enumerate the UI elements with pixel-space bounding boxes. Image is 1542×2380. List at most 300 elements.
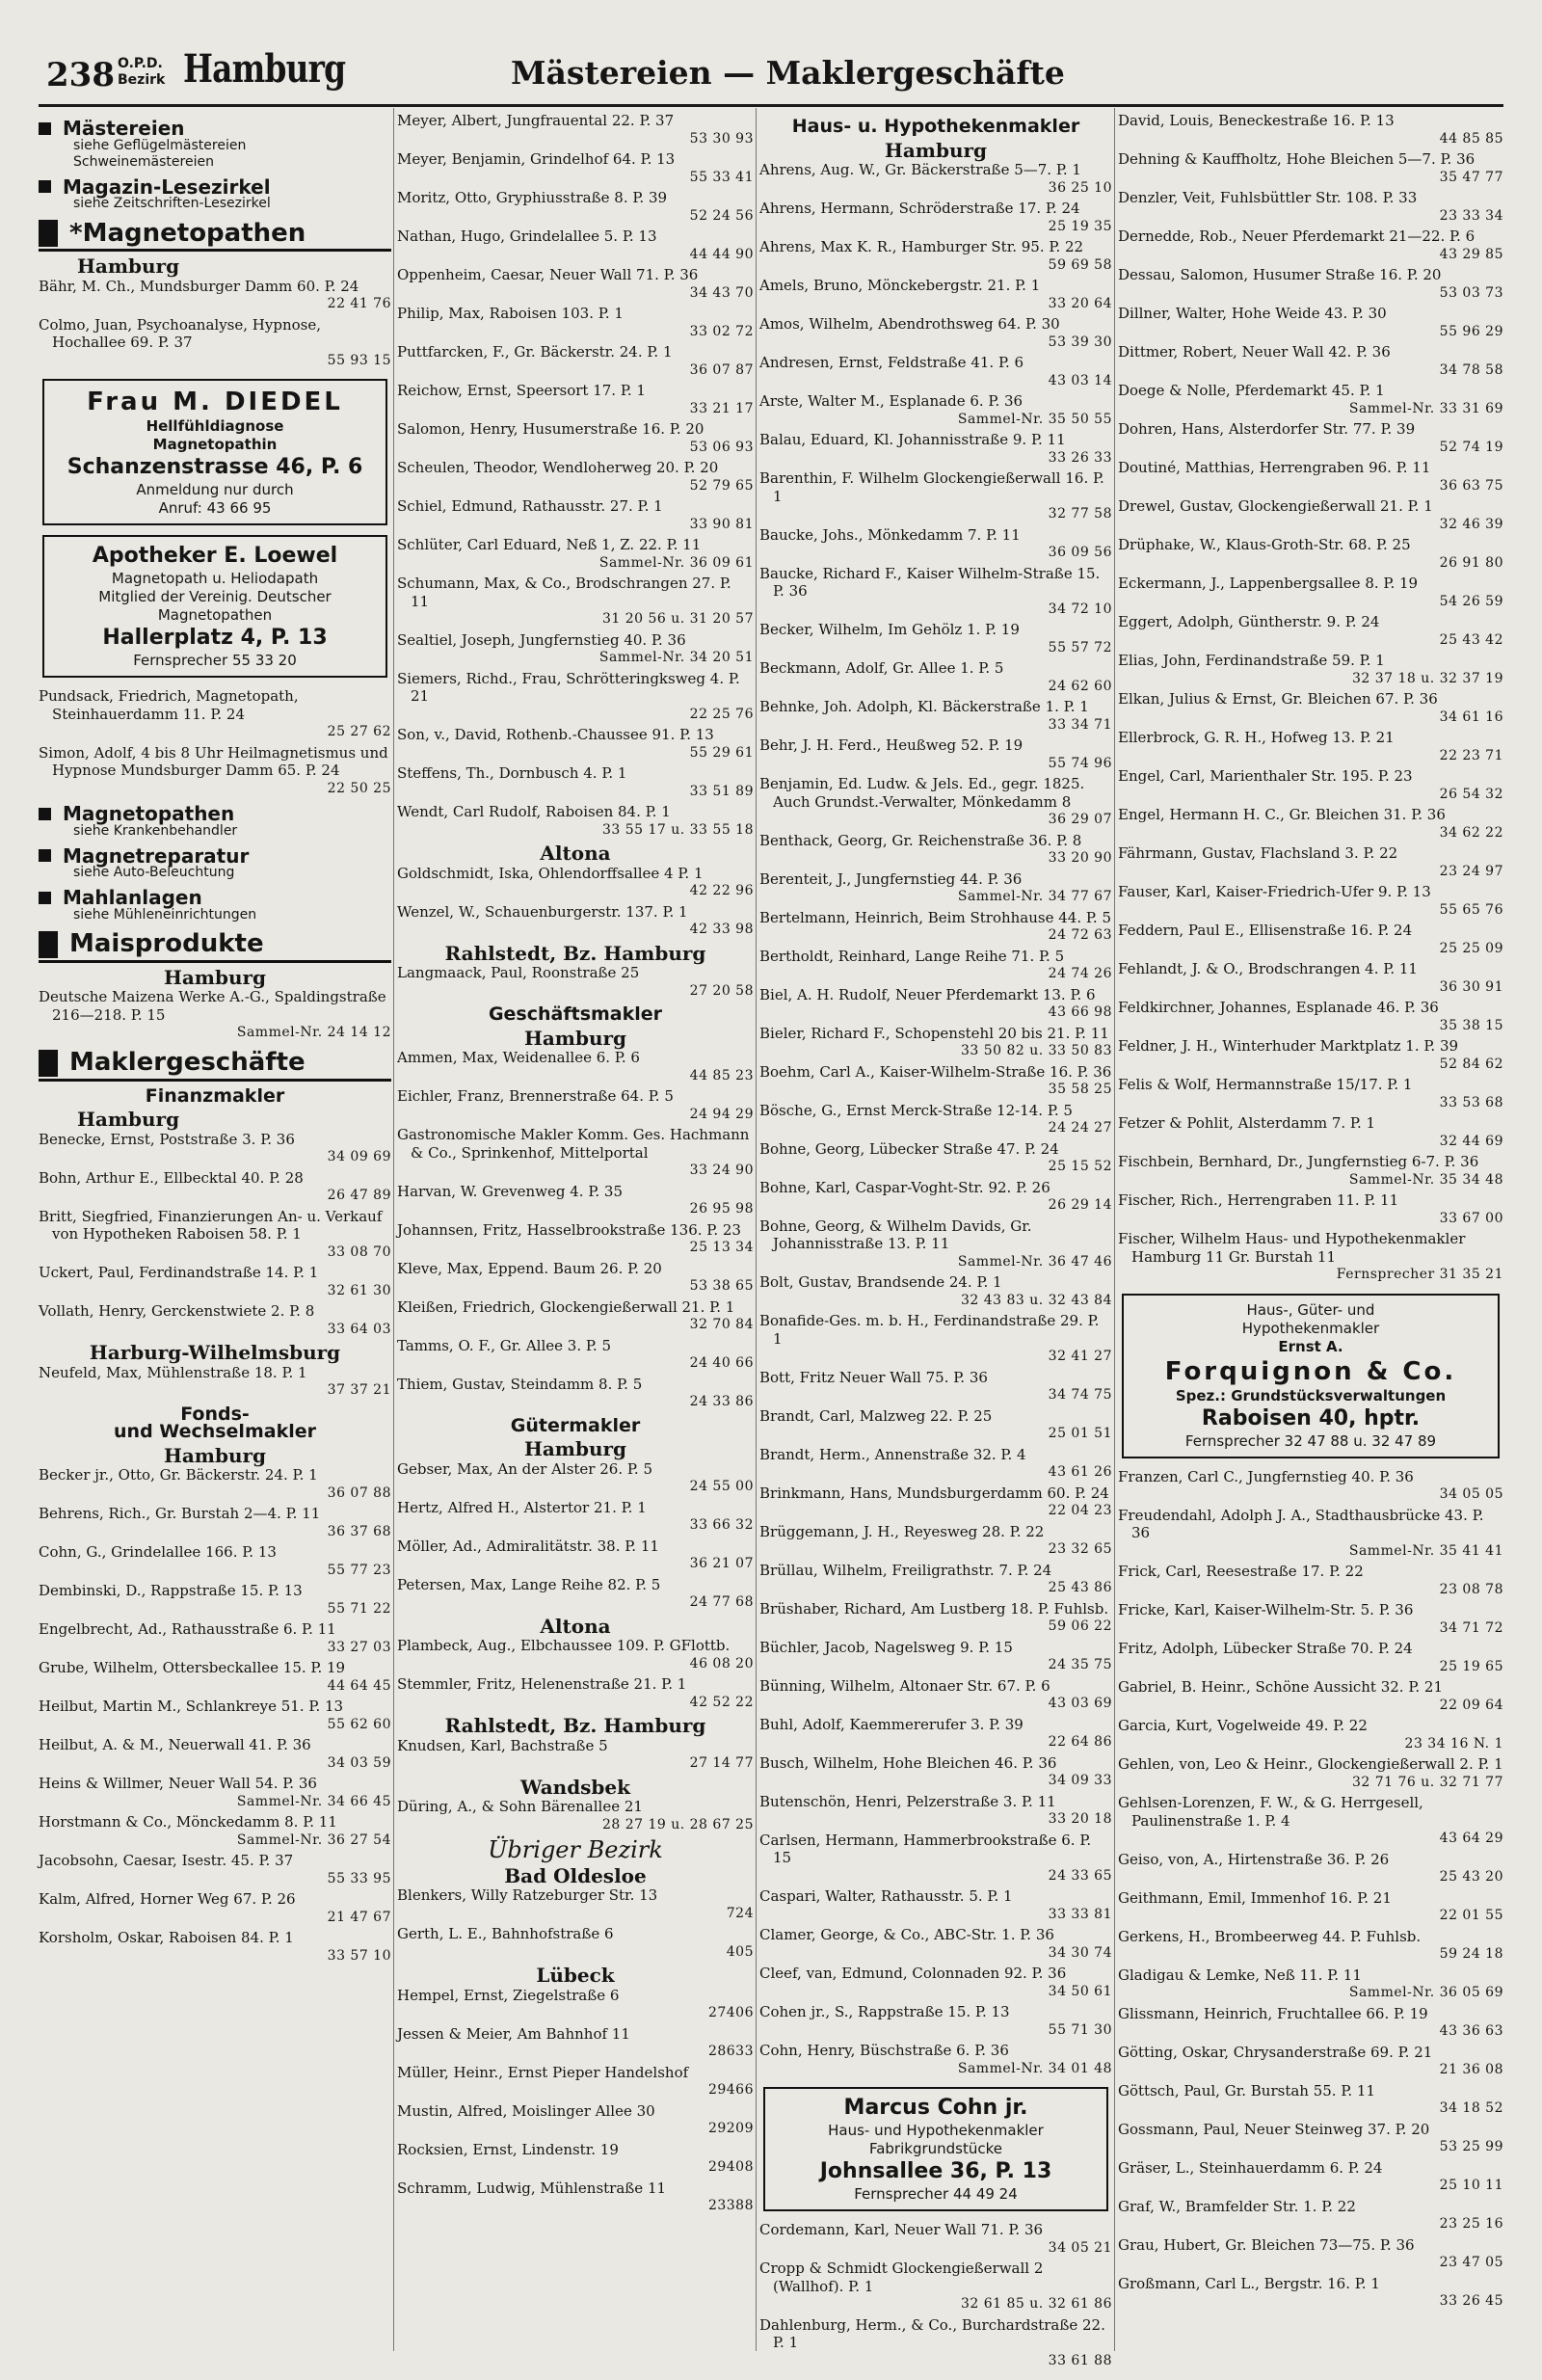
entry-name-address: Engelbrecht, Ad., Rathausstraße 6. P. 11	[39, 1620, 336, 1638]
entry-name-address: Baucke, Johs., Mönkedamm 7. P. 11	[759, 525, 1021, 544]
opd-label	[118, 56, 165, 89]
entry-list	[39, 1131, 391, 1339]
entry-name-address: Dahlenburg, Herm., & Co., Burchardstraße 22. P. 1	[759, 2315, 1105, 2351]
directory-entry	[397, 1337, 754, 1373]
directory-entry	[39, 1466, 391, 1502]
directory-entry	[39, 1813, 391, 1849]
section-title: Mahlanlagen	[63, 886, 202, 909]
directory-entry	[759, 1217, 1112, 1271]
entry-name-address: Biel, A. H. Rudolf, Neuer Pferdemarkt 13. P. 6	[759, 985, 1096, 1003]
directory-entry	[1118, 1563, 1503, 1598]
entry-name-address: Dembinski, D., Rappstraße 15. P. 13	[39, 1582, 303, 1599]
entry-name-address: Elias, John, Ferdinandstraße 59. P. 1	[1118, 652, 1385, 669]
entry-phone: 29209	[707, 2121, 754, 2136]
entry-name-address: Fischer, Wilhelm Haus- und Hypothekenmakler Hamburg 11 Gr. Burstah 11	[1118, 1230, 1466, 1266]
entry-phone: 55 33 95	[327, 1870, 391, 1886]
entry-name-address: Dittmer, Robert, Neuer Wall 42. P. 36	[1118, 343, 1391, 361]
ad-address: Raboisen 40, hptr.	[1201, 1405, 1421, 1431]
entry-name-address: Ahrens, Aug. W., Gr. Bäckerstraße 5—7. P. 1	[759, 161, 1081, 178]
entry-phone: 22 23 71	[1439, 747, 1503, 763]
directory-entry	[759, 1523, 1112, 1559]
entry-name-address: Feldkirchner, Johannes, Esplanade 46. P. 36	[1118, 999, 1439, 1016]
entry-phone: 32 37 18 u. 32 37 19	[1351, 670, 1503, 686]
entry-phone: 22 64 86	[1048, 1734, 1112, 1750]
entry-phone: 59 24 18	[1439, 1946, 1503, 1962]
entry-phone: 24 35 75	[1048, 1657, 1112, 1672]
entry-name-address: Boehm, Carl A., Kaiser-Wilhelm-Straße 16. P. 36	[759, 1062, 1112, 1081]
entry-phone: 52 79 65	[689, 477, 754, 494]
entry-name-address: Meyer, Albert, Jungfrauental 22. P. 37	[397, 112, 675, 129]
advertisement-box	[1122, 1294, 1500, 1458]
entry-name-address: Cohn, G., Grindelallee 166. P. 13	[39, 1543, 277, 1561]
opd-line-1: O.P.D.	[118, 56, 163, 71]
ad-phone: Fernsprecher 44 49 24	[854, 2185, 1018, 2203]
entry-phone: 27 20 58	[689, 982, 754, 999]
directory-entry	[397, 803, 754, 839]
section-heading	[39, 117, 391, 140]
location-heading: Hamburg	[77, 1108, 180, 1131]
entry-phone: Fernsprecher 31 35 21	[1336, 1267, 1503, 1282]
entry-name-address: Fischer, Rich., Herrengraben 11. P. 11	[1118, 1191, 1399, 1209]
directory-entry	[39, 1505, 391, 1540]
entry-phone: 33 61 88	[1048, 2352, 1112, 2368]
directory-entry	[39, 1543, 391, 1579]
entry-name-address: Dehning & Kauffholtz, Hohe Bleichen 5—7. P. 36	[1118, 150, 1476, 168]
entry-name-address: Dessau, Salomon, Husumer Straße 16. P. 20	[1118, 266, 1442, 283]
entry-name-address: Balau, Eduard, Kl. Johannisstraße 9. P. 11	[759, 431, 1066, 448]
section-title: Magnetreparatur	[63, 843, 250, 868]
entry-name-address: Geiso, von, A., Hirtenstraße 36. P. 26	[1118, 1850, 1390, 1868]
entry-phone: 25 01 51	[1048, 1426, 1112, 1441]
directory-entry	[1118, 767, 1503, 803]
entry-name-address: Cleef, van, Edmund, Colonnaden 92. P. 36	[759, 1965, 1067, 1982]
entry-name-address: Bohne, Georg, & Wilhelm Davids, Gr. Johannisstraße 13. P. 11	[759, 1217, 1032, 1252]
entry-phone: 33 64 03	[327, 1321, 391, 1337]
directory-entry	[397, 1460, 754, 1496]
entry-phone: 44 85 23	[689, 1067, 754, 1083]
entry-name-address: Deutsche Maizena Werke A.-G., Spaldingstraße 216—218. P. 15	[39, 988, 386, 1024]
entry-name-address: Meyer, Benjamin, Grindelhof 64. P. 13	[397, 150, 676, 168]
entry-list	[397, 964, 754, 1000]
location-heading: Lübeck	[536, 1964, 615, 1987]
entry-phone: 25 19 65	[1439, 1658, 1503, 1674]
entry-phone: 24 55 00	[689, 1479, 754, 1494]
district-city: Hamburg	[183, 46, 346, 92]
entry-phone: 53 39 30	[1048, 334, 1112, 350]
directory-entry	[1118, 1640, 1503, 1675]
entry-name-address: Heilbut, A. & M., Neuerwall 41. P. 36	[39, 1736, 311, 1753]
entry-phone: 25 43 20	[1439, 1869, 1503, 1885]
entry-name-address: Behrens, Rich., Gr. Burstah 2—4. P. 11	[39, 1505, 321, 1522]
entry-phone: 36 37 68	[327, 1523, 391, 1539]
directory-entry	[1118, 613, 1503, 649]
entry-name-address: Uckert, Paul, Ferdinandstraße 14. P. 1	[39, 1264, 319, 1281]
location-heading: Hamburg	[523, 1026, 627, 1050]
column-divider	[1114, 108, 1115, 2351]
directory-entry	[759, 2042, 1112, 2077]
entry-phone: 44 44 90	[689, 246, 754, 262]
entry-phone: 35 38 15	[1439, 1017, 1503, 1033]
entry-list	[397, 1886, 754, 1961]
entry-name-address: Gehlsen-Lorenzen, F. W., & G. Herrgesell, Paulinenstraße 1. P. 4	[1118, 1794, 1423, 1830]
directory-entry	[39, 1852, 391, 1887]
entry-list	[39, 687, 391, 797]
entry-phone: 23 47 05	[1439, 2255, 1503, 2270]
ad-name: Apotheker E. Loewel	[92, 544, 338, 568]
directory-entry	[397, 2064, 754, 2099]
directory-entry	[397, 1637, 754, 1672]
directory-entry	[1118, 536, 1503, 572]
entry-name-address: Cropp & Schmidt Glockengießerwall 2 (Wallhof). P. 1	[759, 2260, 1044, 2295]
entry-phone: 55 93 15	[327, 352, 391, 368]
directory-entry	[397, 227, 754, 263]
directory-entry	[1118, 1928, 1503, 1964]
entry-phone: 25 25 09	[1439, 940, 1503, 956]
entry-name-address: Garcia, Kurt, Vogelweide 49. P. 22	[1118, 1717, 1368, 1734]
entry-phone: 22 09 64	[1439, 1697, 1503, 1713]
entry-name-address: Bösche, G., Ernst Merck-Straße 12-14. P. 5	[759, 1101, 1073, 1119]
header-rule	[39, 104, 1503, 107]
directory-entry	[1118, 1114, 1503, 1150]
entry-name-address: Bünning, Wilhelm, Altonaer Str. 67. P. 6	[759, 1676, 1050, 1695]
entry-name-address: Becker, Wilhelm, Im Gehölz 1. P. 19	[759, 621, 1020, 638]
entry-name-address: Bertelmann, Heinrich, Beim Strohhause 44. P. 5	[759, 908, 1111, 926]
entry-name-address: Drüphake, W., Klaus-Groth-Str. 68. P. 25	[1118, 536, 1411, 553]
directory-entry	[1118, 2275, 1503, 2311]
entry-name-address: Plambeck, Aug., Elbchaussee 109. P. GFlottb.	[397, 1637, 731, 1654]
entry-phone: 55 71 30	[1048, 2021, 1112, 2038]
directory-entry	[759, 1754, 1112, 1790]
entry-name-address: Arste, Walter M., Esplanade 6. P. 36	[759, 392, 1024, 410]
entry-name-address: Dohren, Hans, Alsterdorfer Str. 77. P. 39	[1118, 420, 1416, 438]
entry-name-address: Gastronomische Makler Komm. Ges. Hachmann & Co., Sprinkenhof, Mittelportal	[397, 1126, 750, 1162]
entry-phone: Sammel-Nr. 36 05 69	[1348, 1985, 1503, 2000]
directory-entry	[759, 1793, 1112, 1829]
directory-entry	[397, 631, 754, 667]
directory-entry	[1118, 497, 1503, 533]
directory-entry	[1118, 1966, 1503, 2002]
section-heading	[39, 174, 391, 199]
entry-name-address: Jessen & Meier, Am Bahnhof 11	[397, 2024, 630, 2043]
entry-phone: 55 65 76	[1439, 901, 1503, 918]
entry-name-address: Brüllau, Wilhelm, Freiligrathstr. 7. P. 24	[759, 1561, 1052, 1579]
directory-entry	[39, 744, 391, 798]
entry-phone: 22 41 76	[327, 296, 391, 311]
entry-phone: 33 34 71	[1048, 716, 1112, 733]
entry-name-address: Britt, Siegfried, Finanzierungen An- u. Verkauf von Hypotheken Raboisen 58. P. 1	[39, 1207, 383, 1243]
location-heading: Altona	[540, 842, 611, 865]
directory-entry	[759, 315, 1112, 351]
subsection-heading: Finanzmakler	[145, 1084, 285, 1107]
entry-name-address: Feldner, J. H., Winterhuder Marktplatz 1. P. 39	[1118, 1037, 1459, 1055]
directory-entry	[39, 1620, 391, 1656]
entry-phone: 33 50 82 u. 33 50 83	[960, 1043, 1112, 1058]
entry-phone: 34 03 59	[327, 1754, 391, 1771]
ad-line: Fabrikgrundstücke	[868, 2140, 1003, 2157]
directory-entry	[1118, 1037, 1503, 1073]
entry-phone: 33 02 72	[689, 323, 754, 339]
entry-name-address: Schiel, Edmund, Rathausstr. 27. P. 1	[397, 497, 663, 515]
entry-phone: 34 50 61	[1048, 1983, 1112, 1999]
entry-phone: Sammel-Nr. 36 47 46	[957, 1253, 1112, 1270]
directory-entry	[759, 200, 1112, 235]
entry-name-address: Brandt, Herm., Annenstraße 32. P. 4	[759, 1445, 1026, 1463]
directory-entry	[397, 670, 754, 724]
directory-entry	[397, 1538, 754, 1573]
directory-entry	[1118, 2005, 1503, 2041]
directory-entry	[397, 964, 754, 1000]
entry-phone: 34 18 52	[1439, 2100, 1503, 2116]
entry-name-address: David, Louis, Beneckestraße 16. P. 13	[1118, 112, 1395, 129]
entry-phone: 32 44 69	[1439, 1133, 1503, 1149]
entry-list	[397, 112, 754, 839]
entry-phone: 32 70 84	[689, 1317, 754, 1332]
entry-phone: 23388	[707, 2198, 754, 2213]
entry-phone: 29466	[707, 2082, 754, 2098]
entry-name-address: Bolt, Gustav, Brandsende 24. P. 1	[759, 1273, 1002, 1291]
entry-phone: 26 54 32	[1439, 786, 1503, 802]
entry-phone: 43 36 63	[1439, 2023, 1503, 2039]
entry-phone: 23 32 65	[1048, 1541, 1112, 1557]
column-divider	[756, 108, 757, 2351]
directory-entry	[1118, 2082, 1503, 2118]
entry-phone: 43 03 69	[1048, 1696, 1112, 1711]
directory-entry	[39, 1698, 391, 1733]
page-number: 238	[46, 56, 115, 94]
location-heading: Harburg-Wilhelmsburg	[89, 1341, 341, 1364]
directory-entry	[39, 1659, 391, 1695]
entry-name-address: Butenschön, Henri, Pelzerstraße 3. P. 11	[759, 1792, 1056, 1810]
entry-phone: Sammel-Nr. 36 27 54	[236, 1832, 391, 1848]
entry-phone: 23 33 34	[1439, 207, 1503, 224]
ad-phone: Fernsprecher 32 47 88 u. 32 47 89	[1184, 1431, 1437, 1450]
directory-entry	[759, 2003, 1112, 2039]
directory-entry	[759, 565, 1112, 619]
entry-list	[759, 161, 1112, 2077]
entry-name-address: Feddern, Paul E., Ellisenstraße 16. P. 24	[1118, 922, 1413, 939]
directory-entry	[1118, 1851, 1503, 1886]
directory-entry	[1118, 652, 1503, 687]
entry-name-address: Ahrens, Max K. R., Hamburger Str. 95. P. 22	[759, 238, 1084, 255]
entry-name-address: Beckmann, Adolf, Gr. Allee 1. P. 5	[759, 659, 1004, 677]
ad-line: Haus- und Hypothekenmakler	[828, 2122, 1044, 2139]
entry-phone: 24 94 29	[689, 1106, 754, 1122]
subsection-heading: Fonds-	[180, 1403, 250, 1425]
entry-phone: 22 04 23	[1048, 1503, 1112, 1518]
directory-entry	[397, 764, 754, 800]
ad-address: Schanzenstrasse 46, P. 6	[66, 455, 363, 479]
entry-list	[39, 278, 391, 370]
entry-name-address: Reichow, Ernst, Speersort 17. P. 1	[397, 382, 646, 399]
directory-entry	[759, 526, 1112, 562]
ad-phone: Anruf: 43 66 95	[158, 499, 272, 517]
entry-name-address: Cordemann, Karl, Neuer Wall 71. P. 36	[759, 2221, 1044, 2238]
directory-entry	[397, 1049, 754, 1084]
section-heading	[39, 1050, 391, 1082]
entry-list	[39, 988, 391, 1042]
directory-entry	[759, 1887, 1112, 1923]
entry-name-address: Dernedde, Rob., Neuer Pferdemarkt 21—22. P. 6	[1118, 227, 1476, 245]
region-heading: Übriger Bezirk	[488, 1836, 663, 1863]
entry-phone: 55 62 60	[327, 1716, 391, 1732]
entry-list	[397, 1987, 754, 2215]
directory-entry	[1118, 575, 1503, 610]
entry-name-address: Engel, Carl, Marienthaler Str. 195. P. 23	[1118, 767, 1413, 785]
entry-phone: Sammel-Nr. 36 09 61	[598, 554, 754, 571]
entry-name-address: Grau, Hubert, Gr. Bleichen 73—75. P. 36	[1118, 2235, 1415, 2254]
entry-phone: 24 33 86	[689, 1394, 754, 1409]
directory-entry	[397, 1183, 754, 1218]
directory-entry	[759, 621, 1112, 656]
directory-entry	[759, 1025, 1112, 1060]
entry-name-address: Cohen jr., S., Rappstraße 15. P. 13	[759, 2003, 1010, 2020]
directory-entry	[397, 2102, 754, 2138]
bullet-square-icon	[39, 849, 51, 862]
directory-entry	[1118, 690, 1503, 726]
directory-entry	[1118, 266, 1503, 302]
advertisement-box	[42, 535, 387, 678]
entry-phone: 25 15 52	[1048, 1159, 1112, 1174]
directory-entry	[759, 1312, 1112, 1366]
entry-name-address: Blenkers, Willy Ratzeburger Str. 13	[397, 1886, 658, 1904]
directory-entry	[759, 2221, 1112, 2257]
directory-entry	[1118, 1601, 1503, 1637]
ad-name: Frau M. DIEDEL	[87, 388, 343, 416]
entry-name-address: Wenzel, W., Schauenburgerstr. 137. P. 1	[397, 902, 688, 921]
directory-entry	[1118, 2044, 1503, 2079]
ad-address: Hallerplatz 4, P. 13	[102, 626, 328, 650]
directory-entry	[1118, 2236, 1503, 2272]
entry-phone: Sammel-Nr. 34 66 45	[236, 1793, 391, 1809]
entry-phone: Sammel-Nr. 35 50 55	[957, 411, 1112, 427]
entry-name-address: Fricke, Karl, Kaiser-Wilhelm-Str. 5. P. 36	[1118, 1601, 1414, 1618]
directory-entry	[397, 536, 754, 572]
entry-name-address: Oppenheim, Caesar, Neuer Wall 71. P. 36	[397, 266, 699, 283]
entry-list	[1118, 112, 1503, 1284]
entry-name-address: Moritz, Otto, Gryphiusstraße 8. P. 39	[397, 189, 668, 206]
directory-entry	[759, 1965, 1112, 2000]
page-title: Mästereien — Maklergeschäfte	[511, 54, 1065, 92]
cross-reference: siehe Geflügelmästereien	[73, 137, 247, 153]
entry-name-address: Hempel, Ernst, Ziegelstraße 6	[397, 1986, 620, 2004]
subsection-heading: und Wechselmakler	[114, 1421, 316, 1442]
entry-phone: 23 24 97	[1439, 863, 1503, 879]
ad-line: Hellfühldiagnose	[146, 417, 284, 435]
entry-phone: 32 43 83 u. 32 43 84	[960, 1292, 1112, 1308]
entry-phone: 36 07 87	[689, 361, 754, 378]
entry-name-address: Engel, Hermann H. C., Gr. Bleichen 31. P. 36	[1118, 806, 1446, 823]
directory-entry	[1118, 382, 1503, 417]
directory-entry	[397, 1126, 754, 1180]
entry-phone: 33 20 90	[1048, 850, 1112, 866]
section-heading	[39, 843, 391, 868]
entry-name-address: Goldschmidt, Iska, Ohlendorffsallee 4 P. 1	[397, 864, 704, 882]
entry-phone: 42 22 96	[689, 883, 754, 898]
directory-entry	[1118, 2121, 1503, 2156]
ad-address: Johnsallee 36, P. 13	[819, 2159, 1052, 2183]
directory-entry	[759, 698, 1112, 734]
location-heading: Hamburg	[163, 1443, 267, 1467]
entry-phone: 24 77 68	[689, 1594, 754, 1610]
entry-phone: 35 58 25	[1048, 1082, 1112, 1097]
entry-name-address: Nathan, Hugo, Grindelallee 5. P. 13	[397, 227, 657, 245]
section-title: Magazin-Lesezirkel	[63, 174, 271, 199]
entry-phone: 52 84 62	[1439, 1056, 1503, 1072]
entry-phone: 33 08 70	[327, 1243, 391, 1260]
entry-phone: 34 61 16	[1439, 709, 1503, 725]
directory-entry	[759, 161, 1112, 197]
directory-entry	[397, 726, 754, 762]
bullet-square-icon	[39, 1050, 58, 1077]
entry-name-address: Doege & Nolle, Pferdemarkt 45. P. 1	[1118, 382, 1385, 399]
ad-name: Forquignon & Co.	[1164, 1356, 1457, 1386]
entry-phone: 59 06 22	[1048, 1618, 1112, 1634]
directory-entry	[397, 112, 754, 147]
entry-name-address: Felis & Wolf, Hermannstraße 15/17. P. 1	[1118, 1076, 1413, 1093]
entry-name-address: Büchler, Jacob, Nagelsweg 9. P. 15	[759, 1638, 1013, 1656]
entry-name-address: Busch, Wilhelm, Hohe Bleichen 46. P. 36	[759, 1753, 1057, 1772]
entry-name-address: Wendt, Carl Rudolf, Raboisen 84. P. 1	[397, 803, 671, 820]
entry-phone: 32 77 58	[1048, 506, 1112, 521]
entry-name-address: Fritz, Adolph, Lübecker Straße 70. P. 24	[1118, 1640, 1413, 1657]
location-heading: Rahlstedt, Bz. Hamburg	[444, 941, 706, 965]
directory-entry	[1118, 922, 1503, 957]
entry-name-address: Bonafide-Ges. m. b. H., Ferdinandstraße 29. P. 1	[759, 1312, 1100, 1348]
entry-phone: 43 29 85	[1439, 246, 1503, 262]
entry-phone: 36 07 88	[327, 1484, 391, 1501]
entry-name-address: Müller, Heinr., Ernst Pieper Handelshof	[397, 2063, 689, 2081]
entry-name-address: Colmo, Juan, Psychoanalyse, Hypnose, Hochallee 69. P. 37	[39, 315, 321, 351]
entry-phone: 21 47 67	[327, 1909, 391, 1925]
entry-phone: 34 43 70	[689, 284, 754, 301]
entry-name-address: Benecke, Ernst, Poststraße 3. P. 36	[39, 1130, 295, 1148]
entry-phone: 33 20 18	[1048, 1811, 1112, 1827]
directory-entry	[397, 382, 754, 417]
directory-entry	[759, 659, 1112, 695]
directory-entry	[397, 575, 754, 628]
directory-entry	[1118, 1755, 1503, 1791]
directory-entry	[1118, 1678, 1503, 1714]
entry-phone: 44 85 85	[1439, 130, 1503, 147]
directory-entry	[397, 343, 754, 379]
entry-phone: 34 09 33	[1048, 1773, 1112, 1788]
entry-name-address: Gabriel, B. Heinr., Schöne Aussicht 32. P. 21	[1118, 1678, 1444, 1696]
entry-phone: 34 74 75	[1048, 1387, 1112, 1403]
entry-phone: 55 77 23	[327, 1562, 391, 1578]
column-3	[759, 112, 1112, 2368]
entry-list	[397, 865, 754, 939]
ad-line: Haus-, Güter- und	[1246, 1300, 1375, 1319]
entry-phone: 54 26 59	[1439, 593, 1503, 609]
directory-entry	[39, 1264, 391, 1299]
directory-entry	[759, 1484, 1112, 1520]
entry-list	[397, 1460, 754, 1612]
entry-phone: 23 34 16 N. 1	[1404, 1735, 1503, 1752]
directory-entry	[39, 278, 391, 313]
directory-entry	[1118, 844, 1503, 880]
directory-entry	[1118, 112, 1503, 147]
entry-phone: 36 25 10	[1048, 179, 1112, 196]
entry-phone: 55 96 29	[1439, 323, 1503, 339]
section-title: Maisprodukte	[69, 929, 264, 959]
entry-name-address: Gehlen, von, Leo & Heinr., Glockengießerwall 2. P. 1	[1118, 1755, 1503, 1773]
entry-name-address: Frick, Carl, Reesestraße 17. P. 22	[1118, 1563, 1364, 1580]
entry-phone: Sammel-Nr. 34 01 48	[957, 2060, 1112, 2076]
directory-entry	[39, 316, 391, 370]
entry-phone: 33 21 17	[689, 400, 754, 416]
directory-entry	[397, 1087, 754, 1123]
directory-entry	[39, 1736, 391, 1772]
